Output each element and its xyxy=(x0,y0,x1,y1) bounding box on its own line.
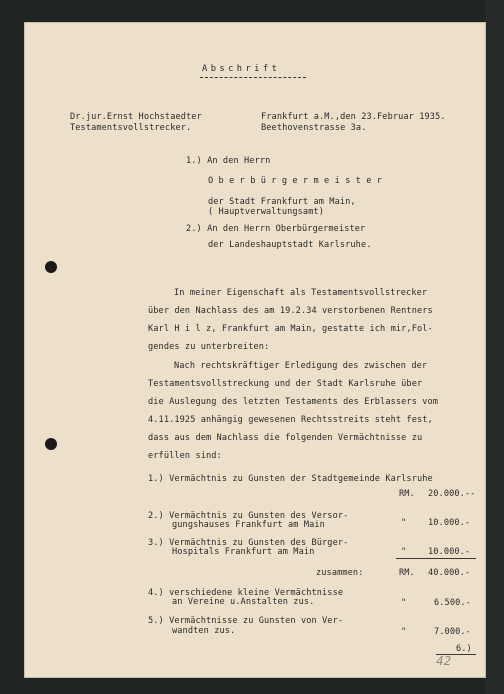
legacy-item-5-text: 5.) Vermächtnisse zu Gunsten von Ver- xyxy=(148,616,344,626)
legacy-item-2-amount: 10.000.- xyxy=(428,518,471,528)
paragraph1-line: Karl H i l z, Frankfurt am Main, gestatte ich mir,Fol- xyxy=(148,324,433,334)
punch-hole-top xyxy=(45,261,57,273)
scan-edge xyxy=(486,0,504,694)
legacy-item-2-prefix: " xyxy=(401,518,407,528)
recipient-1-city: der Stadt Frankfurt am Main, xyxy=(208,197,356,207)
paragraph2-line: dass aus dem Nachlass die folgenden Vermächtnisse zu xyxy=(148,433,423,443)
legacy-item-3-prefix: " xyxy=(401,547,407,557)
subtotal-prefix: RM. xyxy=(399,568,415,578)
title-underline xyxy=(200,77,306,78)
paragraph1-line: über den Nachlass des am 19.2.34 verstorbenen Rentners xyxy=(148,306,433,316)
legacy-item-1-prefix: RM. xyxy=(399,489,415,499)
paragraph1-line: gendes zu unterbreiten: xyxy=(148,342,270,352)
paragraph2-line: die Auslegung des letzten Testaments des Erblassers vom xyxy=(148,397,439,407)
continuation-marker: 6.) xyxy=(456,644,472,654)
paragraph1-line: In meiner Eigenschaft als Testamentsvollstrecker xyxy=(174,288,428,298)
legacy-item-5-amount: 7.000.- xyxy=(434,627,471,637)
legacy-item-2-text2: gungshauses Frankfurt am Main xyxy=(172,520,325,530)
legacy-item-4-text: 4.) verschiedene kleine Vermächtnisse xyxy=(148,588,344,598)
subtotal-label: zusammen: xyxy=(316,568,364,578)
recipient-1-prefix: 1.) An den Herrn xyxy=(186,156,271,166)
sender-address: Beethovenstrasse 3a. xyxy=(261,123,367,133)
legacy-item-5-prefix: " xyxy=(401,627,407,637)
paragraph2-line: erfüllen sind: xyxy=(148,451,222,461)
punch-hole-bottom xyxy=(45,438,57,450)
paragraph2-line: 4.11.1925 anhängig gewesenen Rechtsstreits steht fest, xyxy=(148,415,433,425)
recipient-1-title: O b e r b ü r g e r m e i s t e r xyxy=(208,176,383,186)
sender-role: Testamentsvollstrecker. xyxy=(70,123,192,133)
sender-name: Dr.jur.Ernst Hochstaedter xyxy=(70,112,202,122)
sum-underline xyxy=(396,558,476,559)
recipient-2-line2: der Landeshauptstadt Karlsruhe. xyxy=(208,240,372,250)
paragraph2-line: Testamentsvollstreckung und der Stadt Karlsruhe über xyxy=(148,379,423,389)
legacy-item-4-amount: 6.500.- xyxy=(434,598,471,608)
subtotal-amount: 40.000.- xyxy=(428,568,471,578)
legacy-item-3-amount: 10.000.- xyxy=(428,547,471,557)
legacy-item-1-amount: 20.000.-- xyxy=(428,489,476,499)
page-number: 42 xyxy=(436,654,452,668)
recipient-2-line1: 2.) An den Herrn Oberbürgermeister xyxy=(186,224,366,234)
recipient-1-office: ( Hauptverwaltungsamt) xyxy=(208,207,325,217)
document-page xyxy=(24,22,486,678)
legacy-item-2-text: 2.) Vermächtnis zu Gunsten des Versor- xyxy=(148,511,349,521)
document-title: Abschrift xyxy=(202,64,281,74)
legacy-item-3-text: 3.) Vermächtnis zu Gunsten des Bürger- xyxy=(148,538,349,548)
legacy-item-4-text2: an Vereine u.Anstalten zus. xyxy=(172,597,315,607)
legacy-item-5-text2: wandten zus. xyxy=(172,626,236,636)
place-date: Frankfurt a.M.,den 23.Februar 1935. xyxy=(261,112,446,122)
paragraph2-line: Nach rechtskräftiger Erledigung des zwischen der xyxy=(174,361,428,371)
legacy-item-3-text2: Hospitals Frankfurt am Main xyxy=(172,547,315,557)
legacy-item-4-prefix: " xyxy=(401,598,407,608)
legacy-item-1-text: 1.) Vermächtnis zu Gunsten der Stadtgemeinde Karlsruhe xyxy=(148,474,433,484)
